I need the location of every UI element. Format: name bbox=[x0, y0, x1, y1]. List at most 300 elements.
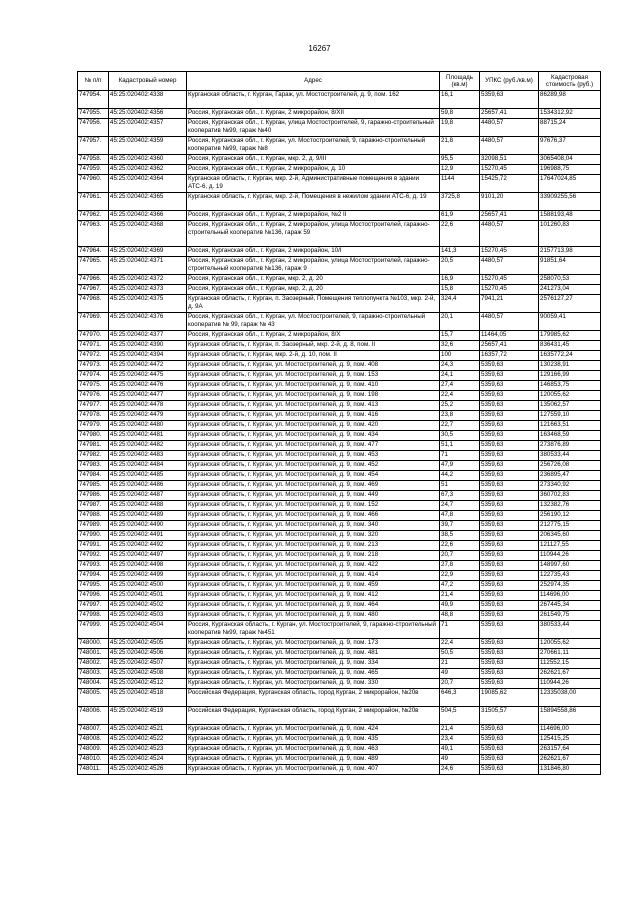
cell-cadastral-cost: 12335038,00 bbox=[539, 689, 601, 707]
cell-row-number: 747973. bbox=[78, 361, 109, 371]
cell-area: 1144 bbox=[440, 175, 480, 193]
cell-area: 22,6 bbox=[440, 541, 480, 551]
cell-row-number: 747993. bbox=[78, 561, 109, 571]
cell-cadastral-cost: 15894558,86 bbox=[539, 707, 601, 725]
cell-area: 61,9 bbox=[440, 211, 480, 221]
cell-cadastral-cost: 206345,60 bbox=[539, 531, 601, 541]
table-row bbox=[78, 591, 601, 601]
cell-upks: 5359,63 bbox=[480, 431, 539, 441]
cell-upks: 5359,63 bbox=[480, 451, 539, 461]
table-row bbox=[78, 193, 601, 211]
cell-cadastral-number: 45:25:020402:4499 bbox=[109, 571, 187, 581]
cell-cadastral-number: 45:25:020402:4376 bbox=[109, 313, 187, 331]
table-row bbox=[78, 581, 601, 591]
cell-area: 21 bbox=[440, 659, 480, 669]
cell-upks: 5359,63 bbox=[480, 649, 539, 659]
cell-upks: 5359,63 bbox=[480, 561, 539, 571]
cell-cadastral-number: 45:25:020402:4519 bbox=[109, 707, 187, 725]
cell-cadastral-cost: 256726,08 bbox=[539, 461, 601, 471]
cell-area: 47,8 bbox=[440, 511, 480, 521]
cell-cadastral-cost: 112552,15 bbox=[539, 659, 601, 669]
table-row bbox=[78, 541, 601, 551]
cell-upks: 4480,57 bbox=[480, 137, 539, 155]
cell-upks: 5359,63 bbox=[480, 571, 539, 581]
cell-cadastral-number: 45:25:020402:4518 bbox=[109, 689, 187, 707]
cell-cadastral-cost: 380533,44 bbox=[539, 621, 601, 639]
cell-upks: 5359,63 bbox=[480, 501, 539, 511]
table-row bbox=[78, 211, 601, 221]
cell-row-number: 747988. bbox=[78, 511, 109, 521]
table-row bbox=[78, 165, 601, 175]
table-row bbox=[78, 401, 601, 411]
cell-row-number: 747965. bbox=[78, 257, 109, 275]
table-row bbox=[78, 501, 601, 511]
cell-area: 48,8 bbox=[440, 611, 480, 621]
cell-upks: 5359,63 bbox=[480, 541, 539, 551]
cell-row-number: 748011. bbox=[78, 765, 109, 775]
cell-row-number: 748004. bbox=[78, 679, 109, 689]
cell-address: Россия, Курганская обл., г. Курган, мкр. 2, д. 9/III bbox=[187, 155, 440, 165]
cell-address: Курганская область, г. Курган, ул. Мостостроителей, д. 9, пом. 412 bbox=[187, 591, 440, 601]
cell-row-number: 748002. bbox=[78, 659, 109, 669]
cell-area: 22,4 bbox=[440, 391, 480, 401]
cell-cadastral-number: 45:25:020402:4490 bbox=[109, 521, 187, 531]
cell-area: 49,9 bbox=[440, 601, 480, 611]
cell-upks: 5359,63 bbox=[480, 401, 539, 411]
cell-address: Курганская область, г. Курган, ул. Мостостроителей, д. 9, пом. 153 bbox=[187, 371, 440, 381]
cell-upks: 5359,63 bbox=[480, 725, 539, 735]
cell-address: Россия, Курганская область, г. Курган, ул. Мостостроителей, 9, гаражно-строительный кооператив №99, гараж №451 bbox=[187, 621, 440, 639]
table-row bbox=[78, 621, 601, 639]
table-row bbox=[78, 669, 601, 679]
table-row bbox=[78, 247, 601, 257]
cell-upks: 25657,41 bbox=[480, 341, 539, 351]
cell-address: Россия, Курганская обл., г. Курган, 2 микрорайон, д. 10 bbox=[187, 165, 440, 175]
cell-row-number: 747969. bbox=[78, 313, 109, 331]
table-row bbox=[78, 175, 601, 193]
cell-cadastral-number: 45:25:020402:4364 bbox=[109, 175, 187, 193]
table-row bbox=[78, 481, 601, 491]
cell-cadastral-cost: 146853,75 bbox=[539, 381, 601, 391]
cell-cadastral-cost: 127559,10 bbox=[539, 411, 601, 421]
cell-upks: 5359,63 bbox=[480, 765, 539, 775]
cell-row-number: 747964. bbox=[78, 247, 109, 257]
cell-cadastral-cost: 273876,89 bbox=[539, 441, 601, 451]
table-row bbox=[78, 451, 601, 461]
cell-cadastral-number: 45:25:020402:4365 bbox=[109, 193, 187, 211]
cell-upks: 5359,63 bbox=[480, 601, 539, 611]
cell-address: Курганская область, г. Курган, ул. Мостостроителей, д. 9, пом. 454 bbox=[187, 471, 440, 481]
table-row bbox=[78, 725, 601, 735]
cell-address: Россия, Курганская обл., г. Курган, 2 микрорайон, улица Мостостроителей, гаражно-строительный кооператив №136, гараж 59 bbox=[187, 221, 440, 247]
cell-cadastral-cost: 101260,83 bbox=[539, 221, 601, 247]
cell-area: 51,1 bbox=[440, 441, 480, 451]
table-row bbox=[78, 601, 601, 611]
table-row bbox=[78, 707, 601, 725]
cell-cadastral-number: 45:25:020402:4368 bbox=[109, 221, 187, 247]
cell-upks: 5359,63 bbox=[480, 581, 539, 591]
cell-cadastral-cost: 130238,91 bbox=[539, 361, 601, 371]
cell-upks: 15270,45 bbox=[480, 165, 539, 175]
table-row bbox=[78, 521, 601, 531]
cell-area: 3725,8 bbox=[440, 193, 480, 211]
cell-upks: 5359,63 bbox=[480, 461, 539, 471]
cell-upks: 31505,57 bbox=[480, 707, 539, 725]
table-row bbox=[78, 735, 601, 745]
cell-cadastral-cost: 131846,80 bbox=[539, 765, 601, 775]
cell-upks: 5359,63 bbox=[480, 481, 539, 491]
cell-address: Курганская область, г. Курган, ул. Мостостроителей, д. 9, пом. 198 bbox=[187, 391, 440, 401]
table-row bbox=[78, 381, 601, 391]
cell-row-number: 747958. bbox=[78, 155, 109, 165]
cell-cadastral-number: 45:25:020402:4483 bbox=[109, 451, 187, 461]
cell-cadastral-cost: 97676,37 bbox=[539, 137, 601, 155]
table-row bbox=[78, 551, 601, 561]
cell-upks: 5359,63 bbox=[480, 679, 539, 689]
cell-area: 71 bbox=[440, 451, 480, 461]
cell-row-number: 747991. bbox=[78, 541, 109, 551]
cell-area: 49 bbox=[440, 669, 480, 679]
cell-row-number: 748008. bbox=[78, 735, 109, 745]
cell-address: Курганская область, г. Курган, ул. Мостостроителей, д. 9, пом. 407 bbox=[187, 765, 440, 775]
cell-cadastral-cost: 91851,64 bbox=[539, 257, 601, 275]
cell-row-number: 747989. bbox=[78, 521, 109, 531]
cell-address: Россия, Курганская обл., г. Курган, 2 микрорайон, 8/X bbox=[187, 331, 440, 341]
cell-address: Россия, Курганская обл., г. Курган, 2 микрорайон, №2 II bbox=[187, 211, 440, 221]
cell-cadastral-cost: 236895,47 bbox=[539, 471, 601, 481]
cell-row-number: 747961. bbox=[78, 193, 109, 211]
cell-cadastral-cost: 125415,25 bbox=[539, 735, 601, 745]
cell-area: 67,3 bbox=[440, 491, 480, 501]
cell-cadastral-number: 45:25:020402:4479 bbox=[109, 411, 187, 421]
cell-cadastral-number: 45:25:020402:4482 bbox=[109, 441, 187, 451]
cell-row-number: 747980. bbox=[78, 431, 109, 441]
cell-cadastral-cost: 129166,99 bbox=[539, 371, 601, 381]
cadastral-value-table bbox=[77, 71, 601, 775]
cell-address: Курганская область, г. Курган, ул. Мостостроителей, д. 9, пом. 416 bbox=[187, 411, 440, 421]
table-row bbox=[78, 331, 601, 341]
cell-address: Курганская область, г. Курган, ул. Мостостроителей, д. 9, пом. 489 bbox=[187, 755, 440, 765]
cell-cadastral-cost: 1588193,48 bbox=[539, 211, 601, 221]
cell-upks: 5359,63 bbox=[480, 591, 539, 601]
cell-address: Курганская область, г. Курган, ул. Мостостроителей, д. 9, пом. 477 bbox=[187, 441, 440, 451]
cell-cadastral-cost: 110944,26 bbox=[539, 551, 601, 561]
cell-upks: 4480,57 bbox=[480, 221, 539, 247]
cell-address: Курганская область, г. Курган, п. Заозерный, Помещения теплопункта №103, мкр. 2-й, д. 9А bbox=[187, 295, 440, 313]
cell-address: Курганская область, г. Курган, ул. Мостостроителей, д. 9, пом. 340 bbox=[187, 521, 440, 531]
table-row bbox=[78, 391, 601, 401]
cell-row-number: 747974. bbox=[78, 371, 109, 381]
table-row bbox=[78, 257, 601, 275]
cell-address: Курганская область, г. Курган, ул. Мостостроителей, д. 9, пом. 413 bbox=[187, 401, 440, 411]
cell-upks: 25657,41 bbox=[480, 211, 539, 221]
cell-address: Курганская область, г. Курган, ул. Мостостроителей, д. 9, пом. 218 bbox=[187, 551, 440, 561]
cell-row-number: 747996. bbox=[78, 591, 109, 601]
cell-cadastral-number: 45:25:020402:4502 bbox=[109, 601, 187, 611]
cell-cadastral-cost: 261549,75 bbox=[539, 611, 601, 621]
cell-upks: 19085,62 bbox=[480, 689, 539, 707]
cell-cadastral-number: 45:25:020402:4526 bbox=[109, 765, 187, 775]
cell-row-number: 747992. bbox=[78, 551, 109, 561]
cell-upks: 11464,05 bbox=[480, 331, 539, 341]
cell-upks: 5359,63 bbox=[480, 531, 539, 541]
cell-cadastral-cost: 86289,98 bbox=[539, 91, 601, 109]
cell-cadastral-number: 45:25:020402:4356 bbox=[109, 109, 187, 119]
cell-upks: 5359,63 bbox=[480, 521, 539, 531]
cell-row-number: 747999. bbox=[78, 621, 109, 639]
cell-cadastral-number: 45:25:020402:4488 bbox=[109, 501, 187, 511]
cell-row-number: 747979. bbox=[78, 421, 109, 431]
cell-area: 19,8 bbox=[440, 119, 480, 137]
cell-area: 22,7 bbox=[440, 421, 480, 431]
cell-row-number: 748005. bbox=[78, 689, 109, 707]
cell-cadastral-cost: 836431,45 bbox=[539, 341, 601, 351]
cell-cadastral-cost: 258070,53 bbox=[539, 275, 601, 285]
cell-address: Курганская область, г. Курган, ул. Мостостроителей, д. 9, пом. 334 bbox=[187, 659, 440, 669]
cell-cadastral-number: 45:25:020402:4481 bbox=[109, 431, 187, 441]
cell-area: 16,1 bbox=[440, 91, 480, 109]
cell-address: Курганская область, г. Курган, ул. Мостостроителей, д. 9, пом. 414 bbox=[187, 571, 440, 581]
cell-upks: 5359,63 bbox=[480, 391, 539, 401]
cell-address: Россия, Курганская обл., г. Курган, мкр. 2, д. 20 bbox=[187, 275, 440, 285]
cell-cadastral-cost: 380533,44 bbox=[539, 451, 601, 461]
cell-address: Курганская область, г. Курган, ул. Мостостроителей, д. 9, пом. 408 bbox=[187, 361, 440, 371]
cell-cadastral-cost: 270661,11 bbox=[539, 649, 601, 659]
cell-area: 25,2 bbox=[440, 401, 480, 411]
cell-address: Курганская область, г. Курган, ул. Мостостроителей, д. 9, пом. 213 bbox=[187, 541, 440, 551]
cell-cadastral-number: 45:25:020402:4360 bbox=[109, 155, 187, 165]
cell-cadastral-cost: 114696,00 bbox=[539, 725, 601, 735]
cell-cadastral-number: 45:25:020402:4372 bbox=[109, 275, 187, 285]
cell-area: 44,2 bbox=[440, 471, 480, 481]
cell-address: Курганская область, г. Курган, ул. Мостостроителей, д. 9, пом. 330 bbox=[187, 679, 440, 689]
cell-upks: 15270,45 bbox=[480, 247, 539, 257]
cell-area: 20,7 bbox=[440, 551, 480, 561]
cell-upks: 5359,63 bbox=[480, 471, 539, 481]
table-body bbox=[78, 91, 601, 775]
cell-area: 50,5 bbox=[440, 649, 480, 659]
cell-address: Курганская область, г. Курган, ул. Мостостроителей, д. 9, пом. 480 bbox=[187, 611, 440, 621]
table-row bbox=[78, 471, 601, 481]
cell-address: Курганская область, г. Курган, ул. Мостостроителей, д. 9, пом. 465 bbox=[187, 669, 440, 679]
cell-cadastral-number: 45:25:020402:4366 bbox=[109, 211, 187, 221]
cell-area: 24,7 bbox=[440, 501, 480, 511]
table-row bbox=[78, 461, 601, 471]
table-row bbox=[78, 371, 601, 381]
cell-area: 51 bbox=[440, 481, 480, 491]
cell-area: 24,6 bbox=[440, 765, 480, 775]
cell-cadastral-cost: 17647024,85 bbox=[539, 175, 601, 193]
cell-upks: 5359,63 bbox=[480, 551, 539, 561]
cell-cadastral-cost: 256190,12 bbox=[539, 511, 601, 521]
cell-row-number: 748001. bbox=[78, 649, 109, 659]
cell-row-number: 747967. bbox=[78, 285, 109, 295]
table-header-row bbox=[78, 72, 601, 91]
cell-row-number: 748006. bbox=[78, 707, 109, 725]
cell-area: 23,4 bbox=[440, 735, 480, 745]
cell-row-number: 747978. bbox=[78, 411, 109, 421]
cell-upks: 5359,63 bbox=[480, 735, 539, 745]
cell-address: Курганская область, г. Курган, ул. Мостостроителей, д. 9, пом. 152 bbox=[187, 501, 440, 511]
cell-row-number: 747957. bbox=[78, 137, 109, 155]
cell-area: 15,8 bbox=[440, 285, 480, 295]
cell-cadastral-number: 45:25:020402:4500 bbox=[109, 581, 187, 591]
cell-cadastral-cost: 267445,34 bbox=[539, 601, 601, 611]
cell-row-number: 747984. bbox=[78, 471, 109, 481]
header-upks: УПКС (руб./кв.м) bbox=[480, 72, 539, 91]
cell-cadastral-number: 45:25:020402:4498 bbox=[109, 561, 187, 571]
cell-row-number: 747970. bbox=[78, 331, 109, 341]
cell-cadastral-number: 45:25:020402:4369 bbox=[109, 247, 187, 257]
cell-address: Курганская область, г. Курган, ул. Мостостроителей, д. 9, пом. 481 bbox=[187, 649, 440, 659]
cell-cadastral-number: 45:25:020402:4485 bbox=[109, 471, 187, 481]
cell-row-number: 747987. bbox=[78, 501, 109, 511]
cell-cadastral-number: 45:25:020402:4501 bbox=[109, 591, 187, 601]
table-row bbox=[78, 531, 601, 541]
cell-address: Курганская область, г. Курган, ул. Мостостроителей, д. 9, пом. 320 bbox=[187, 531, 440, 541]
header-area: Площадь (кв.м) bbox=[440, 72, 480, 91]
cell-address: Курганская область, г. Курган, ул. Мостостроителей, д. 9, пом. 434 bbox=[187, 431, 440, 441]
table-row bbox=[78, 91, 601, 109]
cell-area: 39,7 bbox=[440, 521, 480, 531]
cell-row-number: 747972. bbox=[78, 351, 109, 361]
table-row bbox=[78, 285, 601, 295]
cell-cadastral-number: 45:25:020402:4524 bbox=[109, 755, 187, 765]
cell-cadastral-number: 45:25:020402:4487 bbox=[109, 491, 187, 501]
cell-upks: 5359,63 bbox=[480, 755, 539, 765]
cell-row-number: 747966. bbox=[78, 275, 109, 285]
cell-cadastral-cost: 114696,00 bbox=[539, 591, 601, 601]
table-row bbox=[78, 109, 601, 119]
cell-cadastral-number: 45:25:020402:4478 bbox=[109, 401, 187, 411]
cell-address: Курганская область, г. Курган, ул. Мостостроителей, д. 9, пом. 459 bbox=[187, 581, 440, 591]
cell-area: 646,3 bbox=[440, 689, 480, 707]
cell-row-number: 748010. bbox=[78, 755, 109, 765]
cell-row-number: 747976. bbox=[78, 391, 109, 401]
cell-cadastral-number: 45:25:020402:4521 bbox=[109, 725, 187, 735]
cell-area: 22,6 bbox=[440, 221, 480, 247]
cell-upks: 5359,63 bbox=[480, 669, 539, 679]
cell-area: 49,1 bbox=[440, 745, 480, 755]
cell-cadastral-number: 45:25:020402:4506 bbox=[109, 649, 187, 659]
cell-area: 12,9 bbox=[440, 165, 480, 175]
header-cadastral-number: Кадастровый номер bbox=[109, 72, 187, 91]
cell-address: Россия, Курганская обл., г. Курган, 2 микрорайон, 10/I bbox=[187, 247, 440, 257]
table-row bbox=[78, 421, 601, 431]
cell-row-number: 747959. bbox=[78, 165, 109, 175]
cell-row-number: 747977. bbox=[78, 401, 109, 411]
table-row bbox=[78, 689, 601, 707]
cell-cadastral-cost: 263157,64 bbox=[539, 745, 601, 755]
cell-cadastral-cost: 2157713,98 bbox=[539, 247, 601, 257]
table-row bbox=[78, 137, 601, 155]
cell-area: 20,7 bbox=[440, 679, 480, 689]
cell-area: 20,5 bbox=[440, 257, 480, 275]
cell-upks: 5359,63 bbox=[480, 745, 539, 755]
cell-upks: 32098,51 bbox=[480, 155, 539, 165]
cell-row-number: 747990. bbox=[78, 531, 109, 541]
cell-upks: 9101,20 bbox=[480, 193, 539, 211]
cell-cadastral-number: 45:25:020402:4375 bbox=[109, 295, 187, 313]
cell-cadastral-number: 45:25:020402:4484 bbox=[109, 461, 187, 471]
cell-cadastral-number: 45:25:020402:4480 bbox=[109, 421, 187, 431]
cell-address: Курганская область, г. Курган, мкр. 2-й, Административные помещения в здании АТС-6, д. 19 bbox=[187, 175, 440, 193]
table-row bbox=[78, 119, 601, 137]
cell-cadastral-number: 45:25:020402:4512 bbox=[109, 679, 187, 689]
table-row bbox=[78, 561, 601, 571]
cell-address: Россия, Курганская обл., г. Курган, мкр. 2, д. 20 bbox=[187, 285, 440, 295]
cell-cadastral-number: 45:25:020402:4507 bbox=[109, 659, 187, 669]
cell-area: 49 bbox=[440, 755, 480, 765]
cell-address: Курганская область, г. Курган, ул. Мостостроителей, д. 9, пом. 469 bbox=[187, 481, 440, 491]
cell-upks: 4480,57 bbox=[480, 119, 539, 137]
table-row bbox=[78, 639, 601, 649]
cell-upks: 5359,63 bbox=[480, 621, 539, 639]
cell-area: 30,5 bbox=[440, 431, 480, 441]
cell-cadastral-cost: 1534312,92 bbox=[539, 109, 601, 119]
table-row bbox=[78, 679, 601, 689]
cell-address: Россия, Курганская обл., г. Курган, ул. Мостостроителей, 9, гаражно-строительный кооператив № 99, гараж № 43 bbox=[187, 313, 440, 331]
cell-area: 22,4 bbox=[440, 639, 480, 649]
table-row bbox=[78, 745, 601, 755]
cell-cadastral-cost: 3065408,04 bbox=[539, 155, 601, 165]
table-row bbox=[78, 765, 601, 775]
header-row-number: № п/п bbox=[78, 72, 109, 91]
table-row bbox=[78, 649, 601, 659]
cell-cadastral-number: 45:25:020402:4390 bbox=[109, 341, 187, 351]
cell-area: 71 bbox=[440, 621, 480, 639]
header-cadastral-cost: Кадастровая стоимость (руб.) bbox=[539, 72, 601, 91]
cell-address: Курганская область, г. Курган, ул. Мостостроителей, д. 9, пом. 453 bbox=[187, 451, 440, 461]
table-row bbox=[78, 755, 601, 765]
cell-area: 20,1 bbox=[440, 313, 480, 331]
cell-cadastral-number: 45:25:020402:4497 bbox=[109, 551, 187, 561]
cell-row-number: 747981. bbox=[78, 441, 109, 451]
cell-cadastral-cost: 148997,60 bbox=[539, 561, 601, 571]
cell-upks: 5359,63 bbox=[480, 381, 539, 391]
cell-area: 21,8 bbox=[440, 137, 480, 155]
cell-cadastral-number: 45:25:020402:4362 bbox=[109, 165, 187, 175]
cell-address: Курганская область, г. Курган, мкр. 2-й, Помещения в нежилом здании АТС-6, д. 19 bbox=[187, 193, 440, 211]
cell-area: 16,9 bbox=[440, 275, 480, 285]
cell-area: 47,9 bbox=[440, 461, 480, 471]
table-row bbox=[78, 221, 601, 247]
cell-cadastral-number: 45:25:020402:4373 bbox=[109, 285, 187, 295]
table-row bbox=[78, 611, 601, 621]
table-row bbox=[78, 341, 601, 351]
cell-area: 504,5 bbox=[440, 707, 480, 725]
cell-area: 15,7 bbox=[440, 331, 480, 341]
cell-row-number: 748000. bbox=[78, 639, 109, 649]
cell-area: 324,4 bbox=[440, 295, 480, 313]
cell-area: 21,4 bbox=[440, 591, 480, 601]
cell-row-number: 747982. bbox=[78, 451, 109, 461]
cell-cadastral-number: 45:25:020402:4492 bbox=[109, 541, 187, 551]
cell-cadastral-number: 45:25:020402:4357 bbox=[109, 119, 187, 137]
table-row bbox=[78, 275, 601, 285]
cell-address: Курганская область, г. Курган, ул. Мостостроителей, д. 9, пом. 449 bbox=[187, 491, 440, 501]
cell-area: 23,8 bbox=[440, 411, 480, 421]
cell-address: Россия, Курганская обл., г. Курган, 2 микрорайон, 8/XII bbox=[187, 109, 440, 119]
cell-row-number: 747998. bbox=[78, 611, 109, 621]
table-row bbox=[78, 361, 601, 371]
cell-cadastral-cost: 33909255,56 bbox=[539, 193, 601, 211]
cell-cadastral-number: 45:25:020402:4491 bbox=[109, 531, 187, 541]
cell-area: 141,3 bbox=[440, 247, 480, 257]
cell-address: Курганская область, г. Курган, ул. Мостостроителей, д. 9, пом. 422 bbox=[187, 561, 440, 571]
cell-address: Курганская область, г. Курган, мкр. 2-й, д. 10, пом. II bbox=[187, 351, 440, 361]
page-number: 16267 bbox=[308, 44, 331, 53]
